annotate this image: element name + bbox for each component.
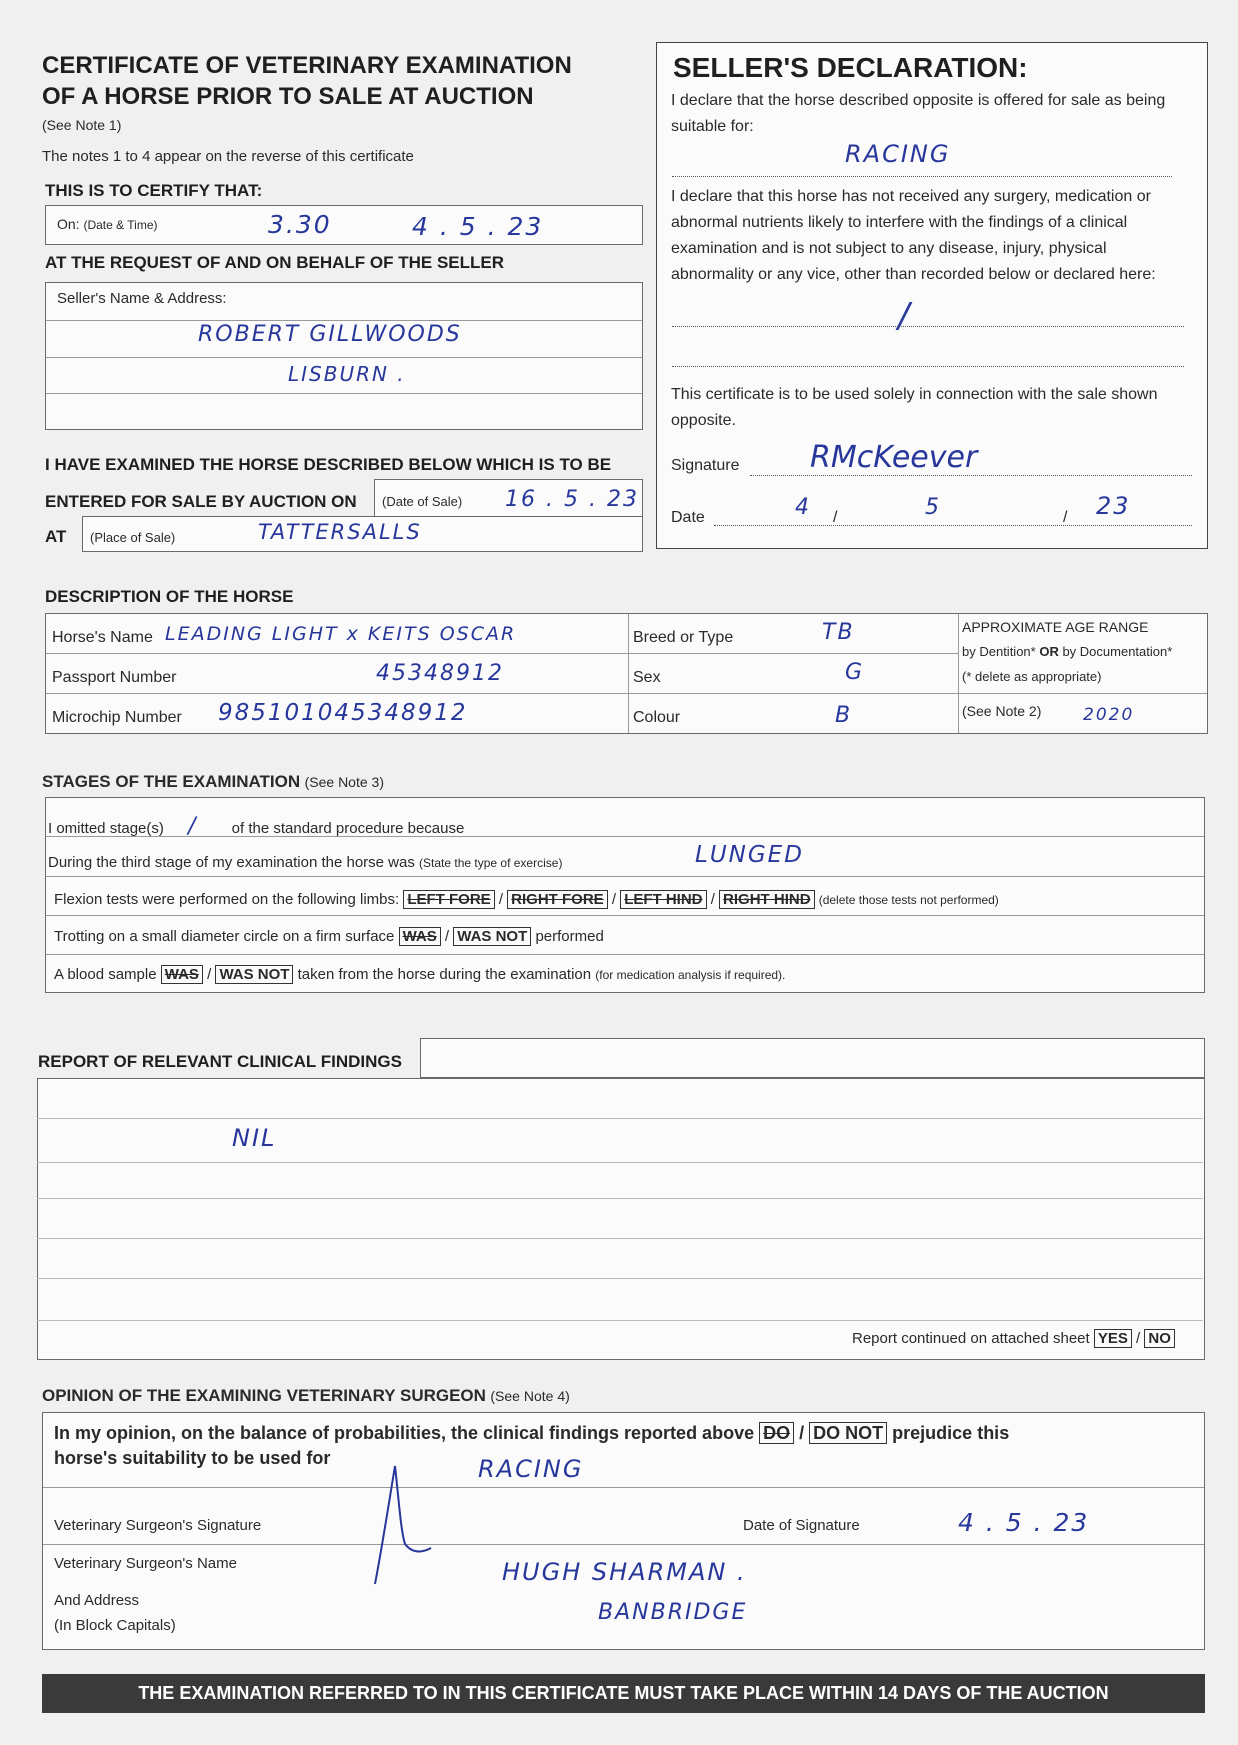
declaration-para2-line1: I declare that this horse has not received any surgery, medication or xyxy=(671,188,1151,205)
vet-address-value[interactable]: BANBRIDGE xyxy=(598,1600,748,1625)
age-value[interactable]: 2020 xyxy=(1083,705,1135,725)
blood-note: (for medication analysis if required). xyxy=(595,968,786,982)
trotting-row xyxy=(54,928,604,945)
footer-banner-text: THE EXAMINATION REFERRED TO IN THIS CERTIFICATE MUST TAKE PLACE WITHIN 14 DAYS OF THE AUCTION xyxy=(138,1683,1109,1703)
opinion-line-2 xyxy=(43,1544,1204,1545)
vet-address-label: And Address xyxy=(54,1592,140,1609)
blood-was-not[interactable]: WAS NOT xyxy=(215,965,293,984)
flexion-row xyxy=(54,891,999,908)
blood-sample-row xyxy=(54,966,785,983)
limb-right-fore[interactable]: RIGHT FORE xyxy=(507,890,608,909)
limb-left-hind[interactable]: LEFT HIND xyxy=(620,890,706,909)
stages-heading xyxy=(42,772,384,792)
opinion-text-c: horse's suitability to be used for xyxy=(54,1448,331,1468)
continued-slash: / xyxy=(1136,1330,1141,1347)
blood-label-a: A blood sample xyxy=(54,966,157,983)
seller-address-value[interactable]: LISBURN . xyxy=(288,362,406,386)
on-label-text: On: xyxy=(57,216,80,232)
seller-line-3 xyxy=(46,393,642,394)
trotting-performed: performed xyxy=(535,928,604,945)
third-stage-label: During the third stage of my examination the horse was xyxy=(48,854,415,871)
opinion-do-not[interactable]: DO NOT xyxy=(809,1422,887,1444)
omitted-stages-value[interactable]: / xyxy=(188,814,198,839)
declaration-para2-line2: abnormal nutrients likely to interfere with the findings of a clinical xyxy=(671,214,1128,231)
third-stage-row xyxy=(48,854,562,871)
place-of-sale-value[interactable]: TATTERSALLS xyxy=(258,520,422,544)
omitted-stages-row xyxy=(48,814,464,839)
age-range-title: APPROXIMATE AGE RANGE xyxy=(962,619,1149,635)
report-line-3 xyxy=(37,1198,1203,1199)
limb-right-hind[interactable]: RIGHT HIND xyxy=(719,890,815,909)
certificate-title-line2: OF A HORSE PRIOR TO SALE AT AUCTION xyxy=(42,83,534,110)
report-line-5 xyxy=(37,1278,1203,1279)
third-stage-note: (State the type of exercise) xyxy=(419,856,563,870)
report-line-2 xyxy=(37,1162,1203,1163)
seller-signature-value[interactable]: RMcKeever xyxy=(810,440,978,475)
seller-name-label: Seller's Name & Address: xyxy=(57,290,227,307)
horse-name-value[interactable]: LEADING LIGHT x KEITS OSCAR xyxy=(165,623,517,645)
flexion-note: (delete those tests not performed) xyxy=(818,893,999,907)
seller-date-month[interactable]: 5 xyxy=(925,495,941,520)
limb-left-fore[interactable]: LEFT FORE xyxy=(403,890,494,909)
seller-line-1 xyxy=(46,320,642,321)
date-of-sale-value[interactable]: 16 . 5 . 23 xyxy=(505,487,639,512)
at-label: AT xyxy=(45,527,67,546)
declaration-para3-line1: This certificate is to be used solely in connection with the sale shown xyxy=(671,386,1158,403)
opinion-text-b: prejudice this xyxy=(892,1423,1010,1443)
date-of-signature-value[interactable]: 4 . 5 . 23 xyxy=(958,1508,1090,1537)
exam-date-value[interactable]: 4 . 5 . 23 xyxy=(412,212,544,241)
report-continued-row xyxy=(852,1330,1175,1347)
seller-signature-line xyxy=(750,475,1192,476)
report-continued-label: Report continued on attached sheet xyxy=(852,1330,1090,1347)
stages-line-3 xyxy=(46,915,1204,916)
opinion-line-1 xyxy=(43,1487,1204,1488)
blood-was[interactable]: WAS xyxy=(161,965,203,984)
notes-text: The notes 1 to 4 appear on the reverse of this certificate xyxy=(42,148,414,165)
date-of-signature-label: Date of Signature xyxy=(743,1517,860,1534)
age-or: OR xyxy=(1039,644,1059,659)
place-of-sale-label: (Place of Sale) xyxy=(90,530,176,545)
seller-heading: AT THE REQUEST OF AND ON BEHALF OF THE SELLER xyxy=(45,253,504,272)
report-finding-value[interactable]: NIL xyxy=(232,1124,277,1152)
sex-label: Sex xyxy=(633,669,661,686)
on-sub-label: (Date & Time) xyxy=(83,218,158,232)
seller-date-day[interactable]: 4 xyxy=(795,495,811,520)
vet-signature-scribble xyxy=(365,1462,445,1592)
opinion-text-a: In my opinion, on the balance of probabilities, the clinical findings reported above xyxy=(54,1423,755,1443)
opinion-slash: / xyxy=(799,1423,805,1443)
declared-value[interactable]: / xyxy=(898,296,912,336)
trotting-was-not[interactable]: WAS NOT xyxy=(453,927,531,946)
blood-label-b: taken from the horse during the examination xyxy=(297,966,592,983)
stages-heading-note: (See Note 3) xyxy=(304,774,384,790)
examined-line2: ENTERED FOR SALE BY AUCTION ON xyxy=(45,492,357,511)
footer-banner xyxy=(42,1674,1205,1713)
exam-time-value[interactable]: 3.30 xyxy=(268,210,332,239)
seller-date-line xyxy=(714,525,1192,526)
flexion-label: Flexion tests were performed on the following limbs: xyxy=(54,891,400,908)
suitable-for-line xyxy=(672,176,1172,177)
declaration-para1-line1: I declare that the horse described opposite is offered for sale as being xyxy=(671,92,1166,109)
seller-date-slash-1: / xyxy=(833,509,838,526)
declaration-para3-line2: opposite. xyxy=(671,412,736,429)
certificate-title-line1: CERTIFICATE OF VETERINARY EXAMINATION xyxy=(42,52,572,79)
omitted-stages-label-a: I omitted stage(s) xyxy=(48,820,164,837)
colour-label: Colour xyxy=(633,709,681,726)
continued-no[interactable]: NO xyxy=(1144,1329,1175,1348)
seller-date-year[interactable]: 23 xyxy=(1096,492,1131,520)
seller-line-2 xyxy=(46,357,642,358)
declaration-para2-line4: abnormality or any vice, other than recorded below or declared here: xyxy=(671,266,1156,283)
declared-line-1 xyxy=(672,326,1184,327)
opinion-heading xyxy=(42,1386,570,1406)
continued-yes[interactable]: YES xyxy=(1094,1329,1132,1348)
seller-signature-label: Signature xyxy=(671,457,740,474)
trotting-was[interactable]: WAS xyxy=(399,927,441,946)
seller-date-slash-2: / xyxy=(1063,509,1068,526)
age-see-note-2: (See Note 2) xyxy=(962,703,1042,719)
seller-name-value[interactable]: ROBERT GILLWOODS xyxy=(198,322,462,347)
age-range-by xyxy=(962,644,1172,659)
trotting-label: Trotting on a small diameter circle on a firm surface xyxy=(54,928,395,945)
examined-line1: I HAVE EXAMINED THE HORSE DESCRIBED BELOW WHICH IS TO BE xyxy=(45,455,612,474)
report-line-1 xyxy=(37,1118,1203,1119)
block-capitals-note: (In Block Capitals) xyxy=(54,1617,176,1634)
opinion-do[interactable]: DO xyxy=(759,1422,794,1444)
desc-row-line-2 xyxy=(46,693,1207,694)
breed-label: Breed or Type xyxy=(633,629,734,646)
horse-name-label: Horse's Name xyxy=(52,629,153,646)
opinion-text-row1 xyxy=(54,1423,1009,1444)
desc-col-line-2 xyxy=(958,614,959,733)
on-label xyxy=(57,216,157,232)
limb-slash-3: / xyxy=(710,891,715,908)
seller-declaration-title: SELLER'S DECLARATION: xyxy=(673,52,1028,83)
stages-heading-text: STAGES OF THE EXAMINATION xyxy=(42,772,301,791)
vet-name-value[interactable]: HUGH SHARMAN . xyxy=(502,1558,747,1586)
report-line-4 xyxy=(37,1238,1203,1239)
declared-line-2 xyxy=(672,366,1184,367)
description-heading: DESCRIPTION OF THE HORSE xyxy=(45,587,294,606)
microchip-label: Microchip Number xyxy=(52,709,182,726)
age-by-documentation: by Documentation* xyxy=(1058,644,1173,659)
age-delete-note: (* delete as appropriate) xyxy=(962,669,1102,684)
passport-label: Passport Number xyxy=(52,669,177,686)
date-of-sale-label: (Date of Sale) xyxy=(382,494,463,509)
microchip-value[interactable]: 985101045348912 xyxy=(218,700,468,726)
report-line-6 xyxy=(37,1320,1203,1321)
vet-signature-label: Veterinary Surgeon's Signature xyxy=(54,1517,262,1534)
stages-line-2 xyxy=(46,876,1204,877)
breed-value[interactable]: TB xyxy=(822,620,855,645)
stages-line-4 xyxy=(46,954,1204,955)
report-findings-box xyxy=(37,1078,1205,1360)
blood-slash: / xyxy=(207,966,212,983)
desc-col-line-1 xyxy=(628,614,629,733)
certify-heading: THIS IS TO CERTIFY THAT: xyxy=(45,181,263,200)
limb-slash-1: / xyxy=(498,891,503,908)
third-stage-value[interactable]: LUNGED xyxy=(695,842,804,868)
declaration-para1-line2: suitable for: xyxy=(671,118,754,135)
used-for-value[interactable]: RACING xyxy=(478,1455,584,1483)
colour-value[interactable]: B xyxy=(835,703,853,728)
report-heading: REPORT OF RELEVANT CLINICAL FINDINGS xyxy=(38,1052,402,1071)
opinion-heading-text: OPINION OF THE EXAMINING VETERINARY SURGEON xyxy=(42,1386,486,1405)
suitable-for-value[interactable]: RACING xyxy=(845,140,951,168)
vet-name-label: Veterinary Surgeon's Name xyxy=(54,1555,237,1572)
passport-value[interactable]: 45348912 xyxy=(376,661,504,686)
seller-date-label: Date xyxy=(671,509,705,526)
opinion-heading-note: (See Note 4) xyxy=(490,1388,570,1404)
see-note-1: (See Note 1) xyxy=(42,117,122,133)
omitted-stages-label-b: of the standard procedure because xyxy=(231,820,465,837)
age-by-dentition: by Dentition* xyxy=(962,644,1040,659)
desc-row-line-1 xyxy=(46,653,958,654)
limb-slash-2: / xyxy=(611,891,617,908)
report-heading-box xyxy=(420,1038,1205,1078)
trotting-slash: / xyxy=(444,928,450,945)
sex-value[interactable]: G xyxy=(845,660,865,685)
declaration-para2-line3: examination and is not subject to any disease, injury, physical xyxy=(671,240,1107,257)
